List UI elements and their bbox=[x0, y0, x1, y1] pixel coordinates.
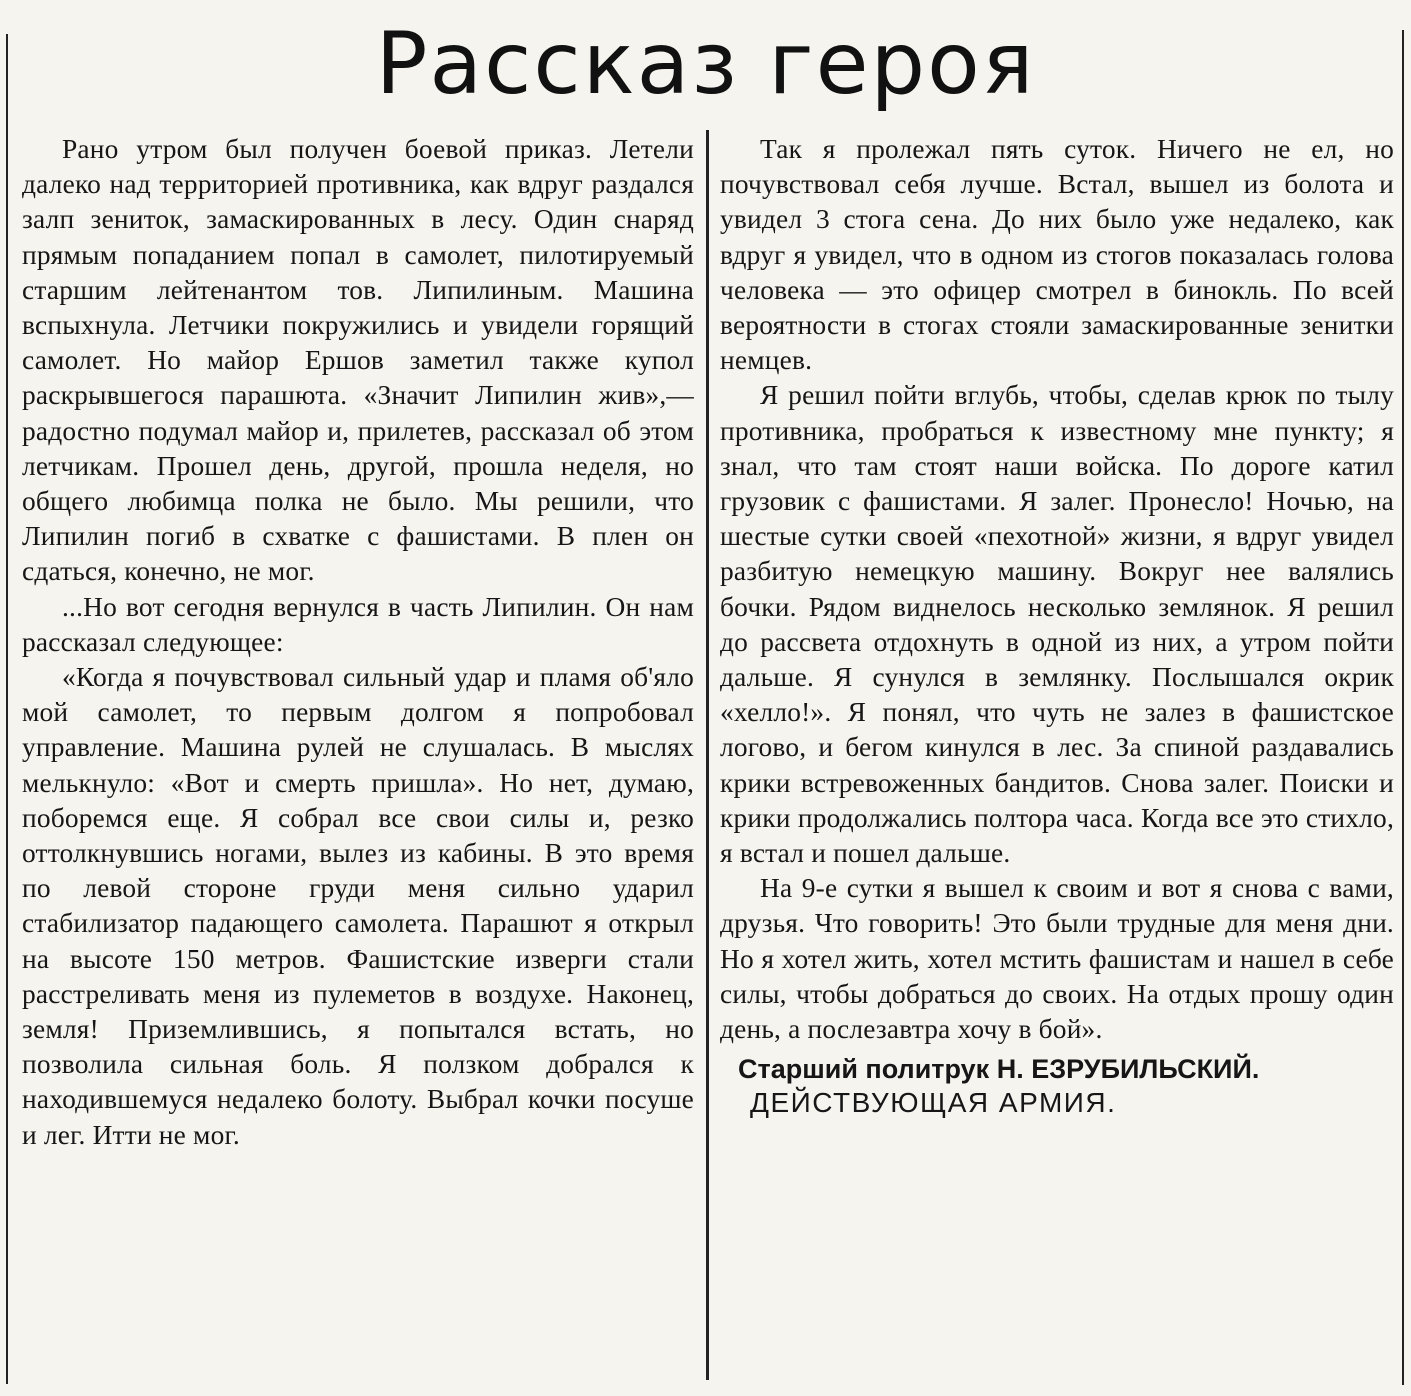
left-border-rule bbox=[6, 34, 8, 1384]
right-column bbox=[720, 132, 1394, 1120]
paragraph: На 9-е сутки я вышел к своим и вот я снова с вами, друзья. Что говорить! Это были трудные для меня дни. Но я хотел жить, хотел мстить фашистам и нашел в себе силы, чтобы добраться до своих. На отдых прошу один день, а послезавтра хочу в бой». bbox=[720, 873, 1394, 1045]
paragraph: Я решил пойти вглубь, чтобы, сделав крюк по тылу противника, пробраться к известному мне пункту; я знал, что там стоят наши войска. По дороге катил грузовик с фашистами. Я залег. Пронесло! Ночью, на шестые сутки своей «пехотной» жизни, я вдруг увидел разбитую немецкую машину. Вокруг нее валялись бочки. Рядом виднелось несколько землянок. Я решил до рассвета отдохнуть в одной из них, а утром пойти дальше. Я сунулся в землянку. Послышался окрик «хелло!». Я понял, что чуть не залез в фашистское логово, и бегом кинулся в лес. За спиной раздавались крики встревоженных бандитов. Снова залег. Поиски и крики продолжались полтора часа. Когда все это стихло, я встал и пошел дальше. bbox=[720, 380, 1394, 869]
article-headline: Рассказ героя bbox=[375, 14, 1036, 114]
paragraph: Рано утром был получен боевой приказ. Летели далеко над территорией противника, как вдруг раздался залп зениток, замаскированных в лесу. Один снаряд прямым попаданием попал в самолет, пилотируемый старшим лейтенантом тов. Липилиным. Машина вспыхнула. Летчики покружились и увидели горящий самолет. Но майор Ершов заметил также купол раскрывшегося парашюта. «Значит Липилин жив»,—радостно подумал майор и, прилетев, рассказал об этом летчикам. Прошел день, другой, прошла неделя, но общего любимца полка не было. Мы решили, что Липилин погиб в схватке с фашистами. В плен он сдаться, конечно, не мог. bbox=[22, 134, 694, 587]
paragraph: ...Но вот сегодня вернулся в часть Липилин. Он нам рассказал следующее: bbox=[22, 591, 694, 657]
paragraph: «Когда я почувствовал сильный удар и пламя об'яло мой самолет, то первым долгом я попробовал управление. Машина рулей не слушалась. В мыслях мелькнуло: «Вот и смерть пришла». Но нет, думаю, поборемся еще. Я собрал все свои силы и, резко оттолкнувшись ногами, вылез из кабины. В это время по левой стороне груди меня сильно ударил стабилизатор падающего самолета. Парашют я открыл на высоте 150 метров. Фашистские изверги стали расстреливать меня из пулеметов в воздухе. Наконец, земля! Приземлившись, я попытался встать, но позволила сильная боль. Я ползком добрался к находившемуся недалеко болоту. Выбрал кочки посуше и лег. Итти не мог. bbox=[22, 662, 694, 1150]
column-divider bbox=[706, 130, 709, 1380]
dateline: ДЕЙСТВУЮЩАЯ АРМИЯ. bbox=[750, 1087, 1117, 1119]
paragraph: Так я пролежал пять суток. Ничего не ел, но почувствовал себя лучше. Встал, вышел из болота и увидел 3 стога сена. До них было уже недалеко, как вдруг я увидел, что в одном из стогов показалась голова человека — это офицер смотрел в бинокль. По всей вероятности в стогах стояли замаскированные зенитки немцев. bbox=[720, 134, 1394, 376]
left-column bbox=[22, 132, 694, 1153]
right-border-rule bbox=[1402, 30, 1404, 1385]
author-signature: Старший политрук Н. ЕЗРУБИЛЬСКИЙ. bbox=[738, 1054, 1260, 1085]
